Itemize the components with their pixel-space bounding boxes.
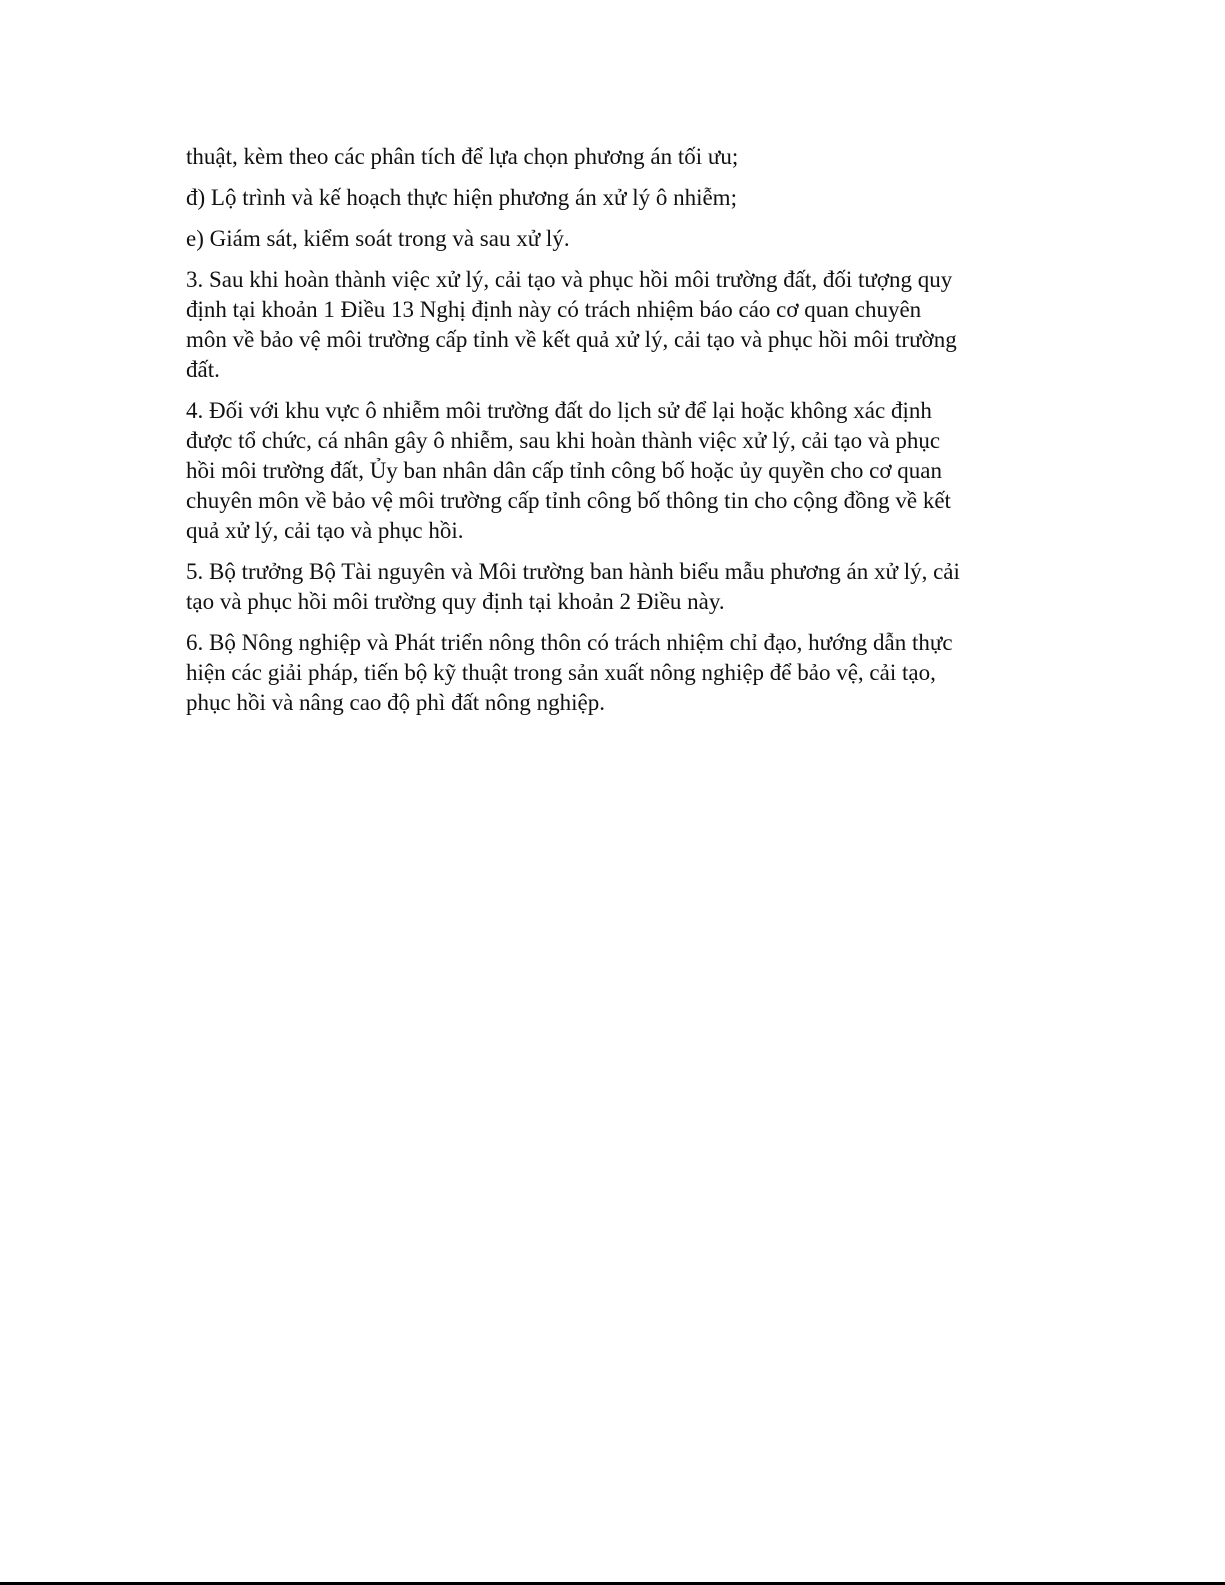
text-line: chuyên môn về bảo vệ môi trường cấp tỉnh công bố thông tin cho cộng đồng về kết xyxy=(186,488,951,513)
text-line: 4. Đối với khu vực ô nhiễm môi trường đất do lịch sử để lại hoặc không xác định xyxy=(186,398,932,423)
text-line: e) Giám sát, kiểm soát trong và sau xử lý. xyxy=(186,226,570,251)
text-line: được tổ chức, cá nhân gây ô nhiễm, sau khi hoàn thành việc xử lý, cải tạo và phục xyxy=(186,428,941,453)
text-line: quả xử lý, cải tạo và phục hồi. xyxy=(186,518,464,543)
text-line: định tại khoản 1 Điều 13 Nghị định này có trách nhiệm báo cáo cơ quan chuyên xyxy=(186,297,922,322)
text-line: môn về bảo vệ môi trường cấp tỉnh về kết quả xử lý, cải tạo và phục hồi môi trường xyxy=(186,327,957,352)
paragraph-item-e xyxy=(186,224,1066,254)
text-line: 6. Bộ Nông nghiệp và Phát triển nông thôn có trách nhiệm chỉ đạo, hướng dẫn thực xyxy=(186,630,953,655)
text-line: hồi môi trường đất, Ủy ban nhân dân cấp tỉnh công bố hoặc ủy quyền cho cơ quan xyxy=(186,458,943,483)
text-line: tạo và phục hồi môi trường quy định tại khoản 2 Điều này. xyxy=(186,589,725,614)
paragraph-clause-5 xyxy=(186,557,1066,617)
text-line: 3. Sau khi hoàn thành việc xử lý, cải tạo và phục hồi môi trường đất, đối tượng quy xyxy=(186,267,953,292)
paragraph-clause-4 xyxy=(186,396,1066,546)
paragraph-clause-6 xyxy=(186,628,1066,718)
paragraph-clause-3 xyxy=(186,265,1066,385)
text-line: đất. xyxy=(186,357,220,382)
text-line: phục hồi và nâng cao độ phì đất nông nghiệp. xyxy=(186,690,606,715)
text-line: 5. Bộ trưởng Bộ Tài nguyên và Môi trường ban hành biểu mẫu phương án xử lý, cải xyxy=(186,559,960,584)
text-line: đ) Lộ trình và kế hoạch thực hiện phương án xử lý ô nhiễm; xyxy=(186,185,737,210)
text-line: thuật, kèm theo các phân tích để lựa chọn phương án tối ưu; xyxy=(186,144,739,169)
paragraph-item-dd xyxy=(186,183,1066,213)
document-body xyxy=(186,142,1066,729)
paragraph-continuation xyxy=(186,142,1066,172)
text-line: hiện các giải pháp, tiến bộ kỹ thuật trong sản xuất nông nghiệp để bảo vệ, cải tạo, xyxy=(186,660,936,685)
